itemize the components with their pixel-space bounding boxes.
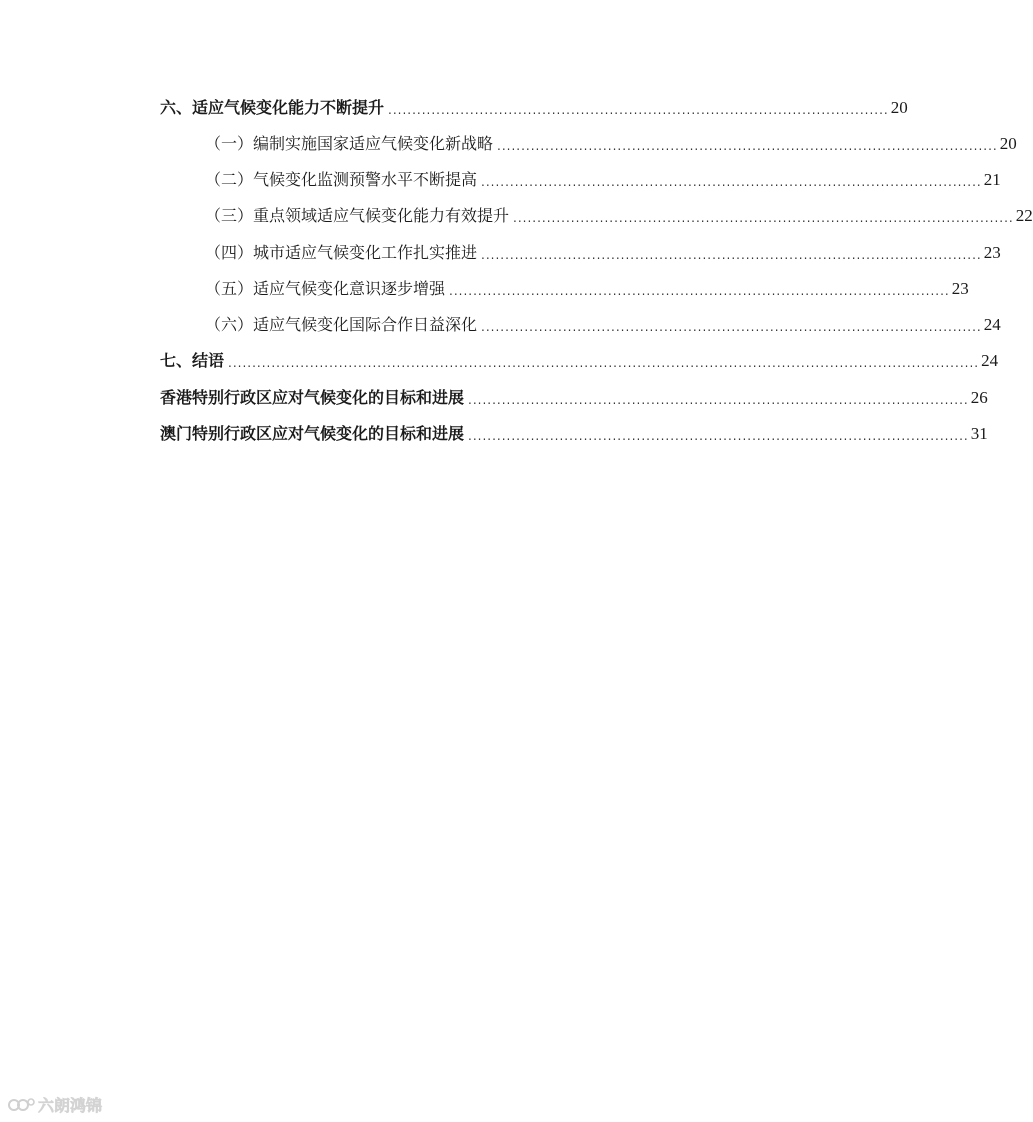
toc-entry-6-5[interactable] — [205, 273, 969, 299]
toc-entry-page: 21 — [983, 170, 1001, 189]
watermark — [8, 1093, 102, 1116]
toc-entry-title: （五）适应气候变化意识逐步增强 — [205, 279, 446, 298]
toc-entry-macao[interactable] — [160, 418, 988, 444]
toc-entry-title: （一）编制实施国家适应气候变化新战略 — [205, 134, 494, 153]
toc-leader-dots: ........................................................................................................ — [481, 320, 982, 334]
toc-entry-page: 26 — [970, 388, 988, 407]
watermark-logo-icon — [8, 1094, 36, 1116]
toc-entry-hong-kong[interactable] — [160, 382, 988, 408]
toc-entry-chapter-7[interactable] — [160, 345, 999, 371]
watermark-text: 六朗鸿锦 — [38, 1096, 103, 1115]
toc-entry-page: 24 — [983, 315, 1001, 334]
toc-leader-dots: ........................................................................................................ — [497, 139, 998, 153]
toc-entry-number: 六、 — [160, 98, 193, 117]
toc-leader-dots: ........................................................................................................ — [481, 248, 982, 262]
toc-entry-title: （六）适应气候变化国际合作日益深化 — [205, 315, 478, 334]
toc-leader-dots: ............................................................................................................................................................ — [228, 356, 980, 370]
toc-entry-page: 20 — [890, 98, 908, 117]
toc-leader-dots: ........................................................................................................ — [481, 175, 982, 189]
toc-leader-dots: ........................................................................................................ — [513, 211, 1014, 225]
toc-entry-title: （四）城市适应气候变化工作扎实推进 — [205, 243, 478, 262]
toc-entry-page: 20 — [999, 134, 1017, 153]
toc-entry-title: 香港特别行政区应对气候变化的目标和进展 — [160, 388, 465, 407]
toc-entry-6-3[interactable] — [205, 200, 1033, 226]
toc-entry-chapter-6[interactable] — [160, 92, 908, 118]
toc-entry-title: （三）重点领域适应气候变化能力有效提升 — [205, 206, 510, 225]
toc-entry-title: 澳门特别行政区应对气候变化的目标和进展 — [160, 424, 465, 443]
toc-entry-6-1[interactable] — [205, 128, 1017, 154]
toc-entry-page: 24 — [981, 351, 999, 370]
toc-entry-title: 适应气候变化能力不断提升 — [192, 98, 385, 117]
toc-entry-6-4[interactable] — [205, 237, 1001, 263]
toc-entry-page: 23 — [983, 243, 1001, 262]
toc-entry-page: 31 — [970, 424, 988, 443]
toc-entry-6-6[interactable] — [205, 309, 1001, 335]
toc-entry-title: （二）气候变化监测预警水平不断提高 — [205, 170, 478, 189]
toc-leader-dots: ........................................................................................................ — [388, 103, 889, 117]
toc-leader-dots: ........................................................................................................ — [468, 429, 969, 443]
toc-leader-dots: ........................................................................................................ — [449, 284, 950, 298]
toc-entry-title: 七、结语 — [160, 351, 225, 370]
toc-entry-page: 22 — [1015, 206, 1033, 225]
toc-leader-dots: ........................................................................................................ — [468, 393, 969, 407]
toc-entry-6-2[interactable] — [205, 164, 1001, 190]
toc-entry-page: 23 — [951, 279, 969, 298]
